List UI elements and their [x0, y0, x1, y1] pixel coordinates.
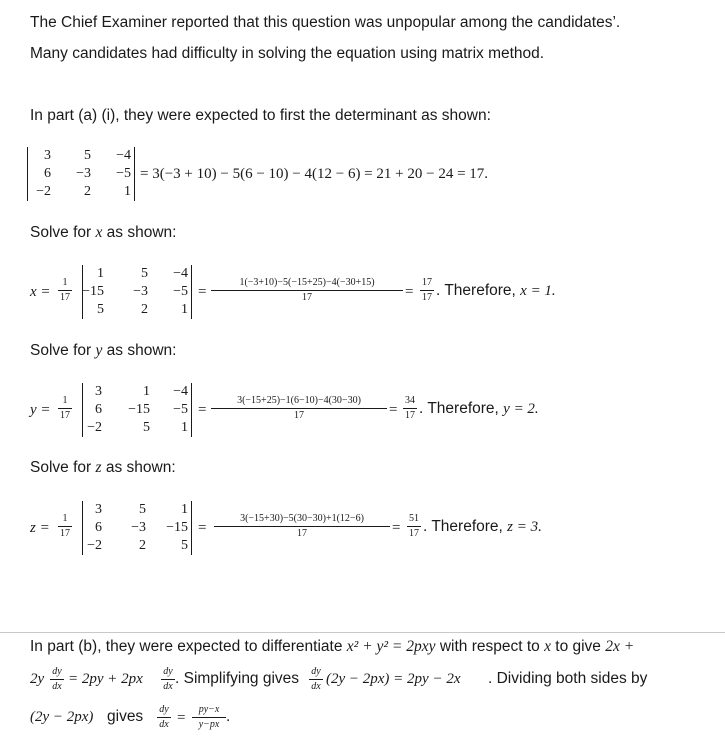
z-coefficient: 1 17 [60, 513, 70, 539]
part-b-simplifying: . Simplifying gives [175, 670, 300, 687]
z-lhs: z = [30, 520, 50, 536]
determinant-cell: −3 [131, 520, 146, 535]
determinant-cell: −15 [166, 520, 188, 535]
part-b-divisor: (2y − 2px) [30, 709, 94, 725]
y-coefficient: 1 17 [60, 395, 70, 421]
z-determinant [82, 501, 192, 555]
solve-y-heading: Solve for y as shown: [30, 342, 177, 359]
intro-line-1: The Chief Examiner reported that this question was unpopular among the candidates’. [30, 14, 621, 31]
determinant-cell: −2 [87, 538, 102, 553]
part-b-2y: 2y [30, 671, 45, 687]
determinant-cell: 3 [95, 502, 102, 517]
determinant-cell: −2 [87, 420, 102, 435]
solve-x-heading: Solve for x as shown: [30, 224, 177, 241]
part-b-dydx-3: dy dx [309, 666, 323, 693]
determinant-cell: 2 [139, 538, 146, 553]
determinant-cell: 1 [181, 502, 188, 517]
determinant-cell: −5 [173, 402, 188, 417]
determinant-cell: −3 [76, 166, 91, 181]
determinant-cell: 1 [97, 266, 104, 281]
determinant-cell: −4 [173, 384, 188, 399]
determinant-cell: 1 [181, 420, 188, 435]
determinant-cell: 5 [84, 148, 91, 163]
determinant-cell: −5 [116, 166, 131, 181]
y-equals: = [198, 402, 207, 418]
x-coefficient: 1 17 [60, 277, 70, 303]
determinant-cell: −15 [128, 402, 150, 417]
part-b-dydx-1: dy dx [50, 666, 64, 693]
y-result-fraction: 34 17 [405, 395, 415, 421]
determinant-cell: 3 [44, 148, 51, 163]
x-lhs: x = [30, 284, 51, 300]
determinant-cell: 5 [143, 420, 150, 435]
determinant-cell: −2 [36, 184, 51, 199]
z-equals: = [198, 520, 207, 536]
determinant-cell: 6 [95, 402, 102, 417]
determinant-cell: −4 [116, 148, 131, 163]
part-b-line-1: In part (b), they were expected to differentiate x² + y² = 2pxy with respect to x to give 2x + [30, 638, 635, 655]
x-equals-2: = [405, 284, 414, 300]
determinant-cell: −4 [173, 266, 188, 281]
intro-line-2: Many candidates had difficulty in solving the equation using matrix method. [30, 45, 545, 62]
y-expansion: 3(−15+25)−1(6−10)−4(30−30) 17 [211, 395, 387, 422]
determinant-cell: 1 [143, 384, 150, 399]
part-b-final-fraction: py−x y−px [192, 704, 226, 731]
part-b-final-equals: = [177, 710, 186, 726]
determinant-cell: 5 [139, 502, 146, 517]
part-b-final-period: . [226, 708, 231, 725]
x-expansion: 1(−3+10)−5(−15+25)−4(−30+15) 17 [211, 277, 403, 304]
determinant-cell: 5 [141, 266, 148, 281]
x-equals: = [198, 284, 207, 300]
determinant-cell: 2 [141, 302, 148, 317]
part-b-dydx-2: dy dx [161, 666, 175, 693]
y-determinant [82, 383, 192, 437]
part-a-intro: In part (a) (i), they were expected to first the determinant as shown: [30, 107, 491, 124]
part-b-dydx-4: dy dx [157, 704, 171, 731]
determinant-cell: 6 [44, 166, 51, 181]
z-equals-2: = [392, 520, 401, 536]
part-b-rhs: = 2py + 2px [68, 671, 143, 687]
z-therefore: . Therefore, z = 3. [423, 518, 542, 535]
part-b-gives: gives [107, 708, 144, 725]
y-therefore: . Therefore, y = 2. [419, 400, 539, 417]
determinant-cell: 3 [95, 384, 102, 399]
determinant-cell: −15 [82, 284, 104, 299]
determinant-cell: 6 [95, 520, 102, 535]
determinant-cell: 1 [181, 302, 188, 317]
x-result-fraction: 17 17 [422, 277, 432, 303]
section-divider [0, 632, 725, 633]
main-determinant-evaluation: = 3(−3 + 10) − 5(6 − 10) − 4(12 − 6) = 21 + 20 − 24 = 17. [140, 166, 489, 182]
y-equals-2: = [389, 402, 398, 418]
part-b-dividing: . Dividing both sides by [488, 670, 648, 687]
y-lhs: y = [30, 402, 51, 418]
determinant-cell: 2 [84, 184, 91, 199]
z-expansion: 3(−15+30)−5(30−30)+1(12−6) 17 [214, 513, 390, 540]
main-determinant [27, 147, 135, 201]
x-determinant [82, 265, 192, 319]
part-b-simplified-eq: (2y − 2px) = 2py − 2x [326, 671, 461, 687]
determinant-cell: −5 [173, 284, 188, 299]
determinant-cell: 1 [124, 184, 131, 199]
determinant-cell: 5 [97, 302, 104, 317]
z-result-fraction: 51 17 [409, 513, 419, 539]
determinant-cell: −3 [133, 284, 148, 299]
x-therefore: . Therefore, x = 1. [436, 282, 556, 299]
solve-z-heading: Solve for z as shown: [30, 459, 176, 476]
determinant-cell: 5 [181, 538, 188, 553]
